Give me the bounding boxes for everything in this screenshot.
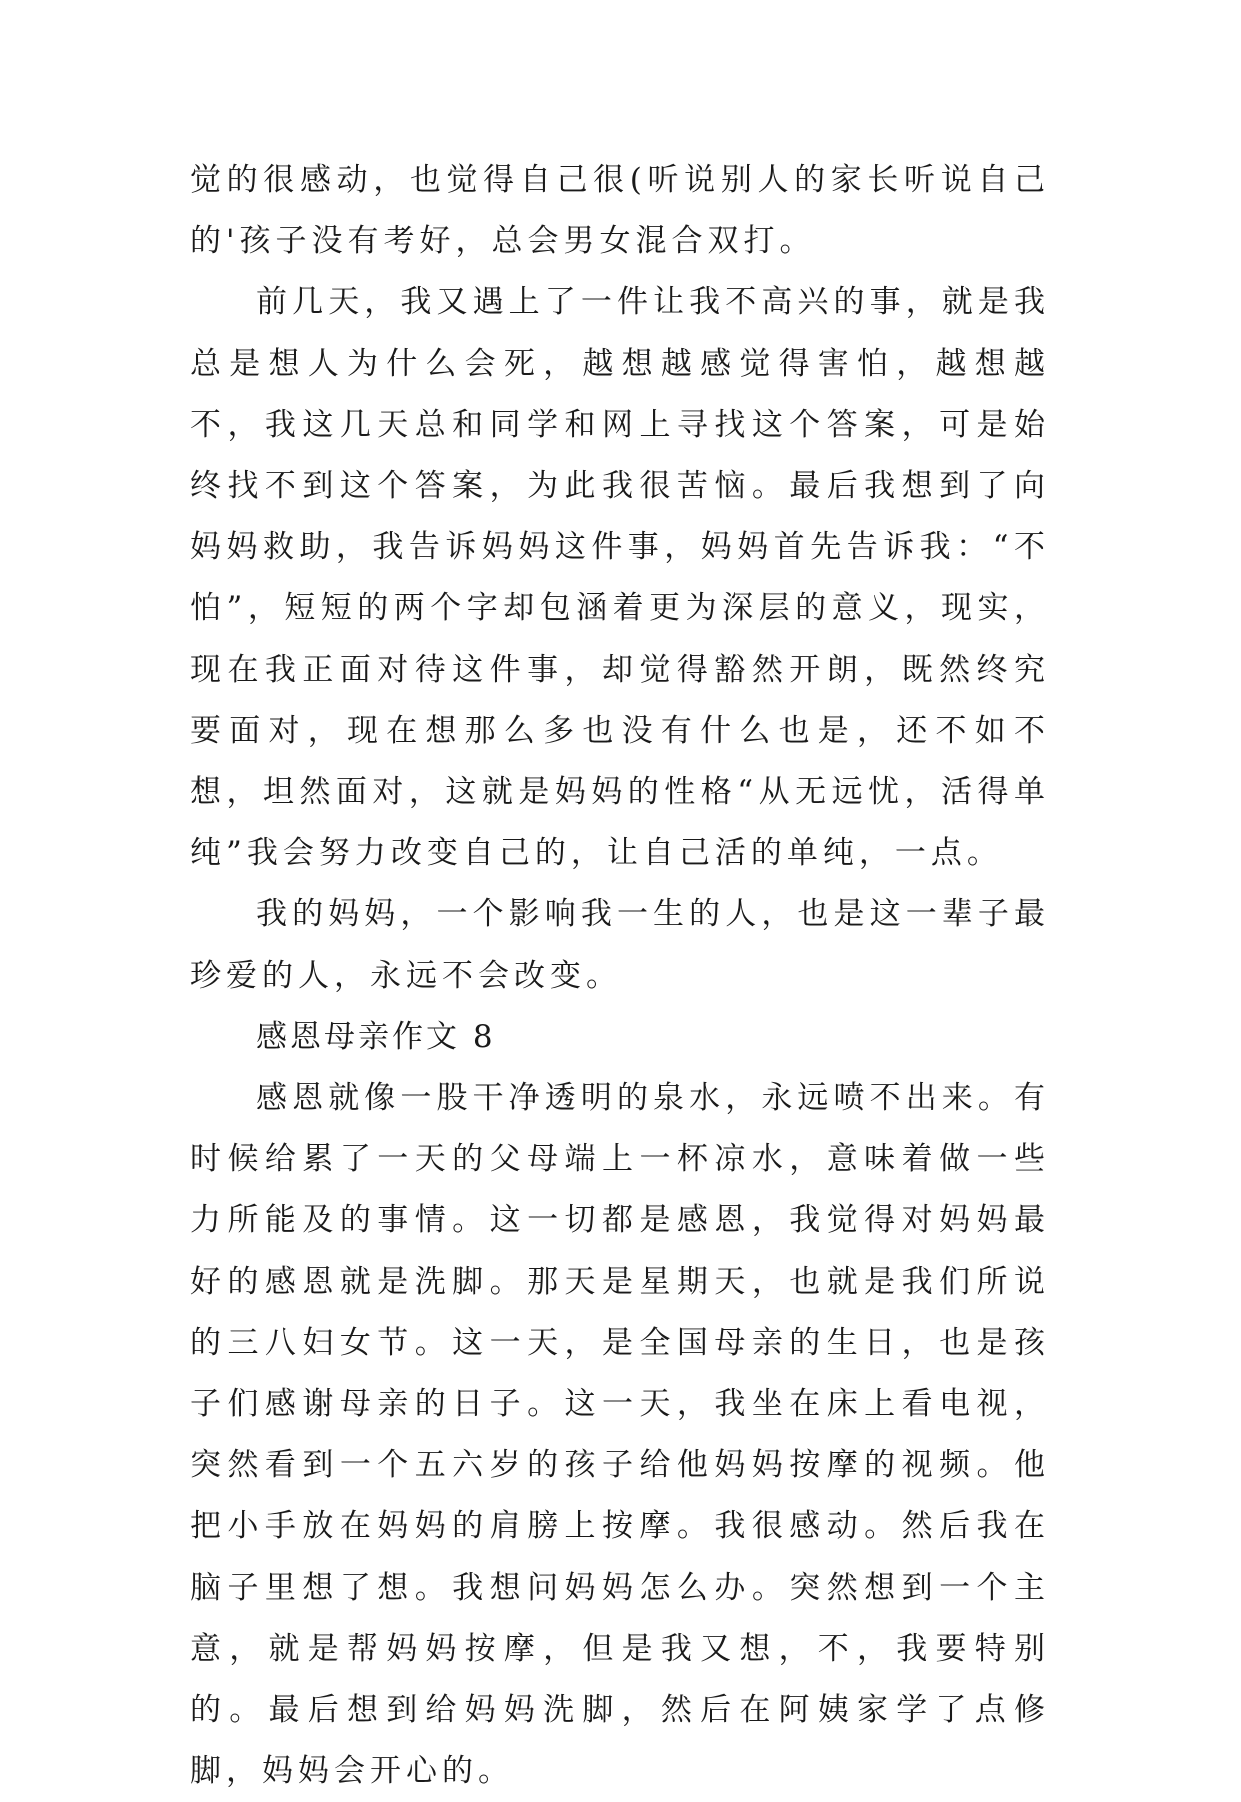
essay-heading: 感恩母亲作文 8	[256, 1018, 496, 1055]
paragraph-mother-influence: 我的妈妈，一个影响我一生的人，也是这一辈子最珍爱的人，永远不会改变。	[190, 896, 1050, 994]
paragraph-gratitude: 感恩就像一股干净透明的泉水，永远喷不出来。有时候给累了一天的父母端上一杯凉水，意味着做一些力所能及的事情。这一切都是感恩，我觉得对妈妈最好的感恩就是洗脚。那天是星期天，也就是我们所说的三八妇女节。这一天，是全国母亲的生日，也是孩子们感谢母亲的日子。这一天，我坐在床上看电视，突然看到一个五六岁的孩子给他妈妈按摩的视频。他把小手放在妈妈的肩膀上按摩。我很感动。然后我在脑子里想了想。我想问妈妈怎么办。突然想到一个主意，就是帮妈妈按摩，但是我又想，不，我要特别的。最后想到给妈妈洗脚，然后在阿姨家学了点修脚，妈妈会开心的。	[190, 1080, 1050, 1790]
paragraph-death-fear: 前几天，我又遇上了一件让我不高兴的事，就是我总是想人为什么会死，越想越感觉得害怕，越想越不，我这几天总和同学和网上寻找这个答案，可是始终找不到这个答案，为此我很苦恼。最后我想到了向妈妈救助，我告诉妈妈这件事，妈妈首先告诉我：“不怕”，短短的两个字却包涵着更为深层的意义，现实，现在我正面对待这件事，却觉得豁然开朗，既然终究要面对，现在想那么多也没有什么也是，还不如不想，坦然面对，这就是妈妈的性格“从无远忧，活得单纯”我会努力改变自己的，让自己活的单纯，一点。	[190, 284, 1050, 872]
document-body	[190, 150, 1050, 1802]
paragraph-continuation: 觉的很感动，也觉得自己很(听说别人的家长听说自己的'孩子没有考好，总会男女混合双打。	[190, 162, 1050, 260]
